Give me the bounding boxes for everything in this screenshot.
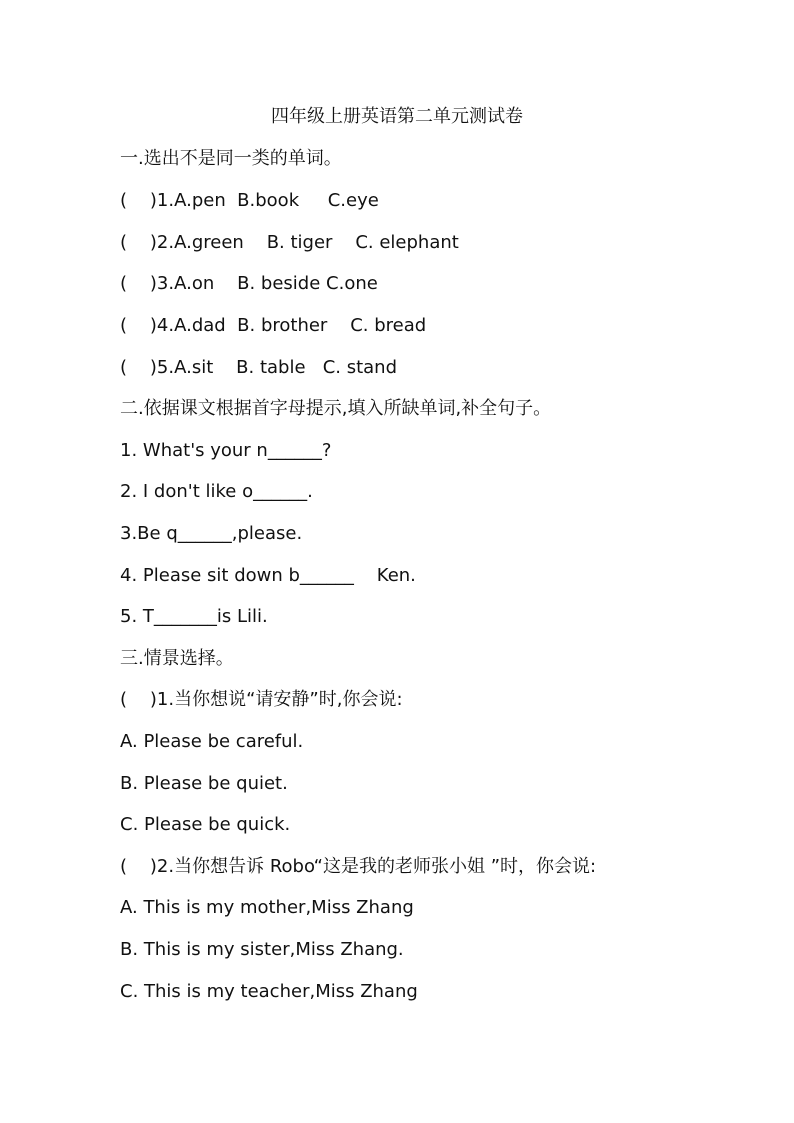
section-2-heading: 二.依据课文根据首字母提示,填入所缺单词,补全句子。 — [120, 398, 552, 419]
section-1-heading: 一.选出不是同一类的单词。 — [120, 148, 342, 169]
section-2-item-1: 1. What's your n______? — [120, 440, 332, 461]
section-2-item-4: 4. Please sit down b______ Ken. — [120, 565, 416, 586]
section-3-question-2: ( )2.当你想告诉 Robo“这是我的老师张小姐 ”时，你会说: — [120, 856, 597, 877]
section-2-item-5: 5. T_______is Lili. — [120, 606, 268, 627]
section-3-q1-option-b: B. Please be quiet. — [120, 773, 288, 794]
section-3-q2-option-c: C. This is my teacher,Miss Zhang — [120, 981, 418, 1002]
section-1-item-4: ( )4.A.dad B. brother C. bread — [120, 315, 427, 336]
section-3-q2-option-b: B. This is my sister,Miss Zhang. — [120, 939, 404, 960]
section-3-q2-option-a: A. This is my mother,Miss Zhang — [120, 897, 414, 918]
section-1-item-5: ( )5.A.sit B. table C. stand — [120, 357, 398, 378]
section-3-heading: 三.情景选择。 — [120, 648, 234, 669]
section-1-item-2: ( )2.A.green B. tiger C. elephant — [120, 232, 459, 253]
page-title: 四年级上册英语第二单元测试卷 — [271, 106, 523, 127]
section-3-question-1: ( )1.当你想说“请安静”时,你会说: — [120, 689, 403, 710]
section-1-item-3: ( )3.A.on B. beside C.one — [120, 273, 378, 294]
section-2-item-2: 2. I don't like o______. — [120, 481, 313, 502]
section-3-q1-option-c: C. Please be quick. — [120, 814, 291, 835]
section-1-item-1: ( )1.A.pen B.book C.eye — [120, 190, 379, 211]
section-3-q1-option-a: A. Please be careful. — [120, 731, 304, 752]
section-2-item-3: 3.Be q______,please. — [120, 523, 303, 544]
